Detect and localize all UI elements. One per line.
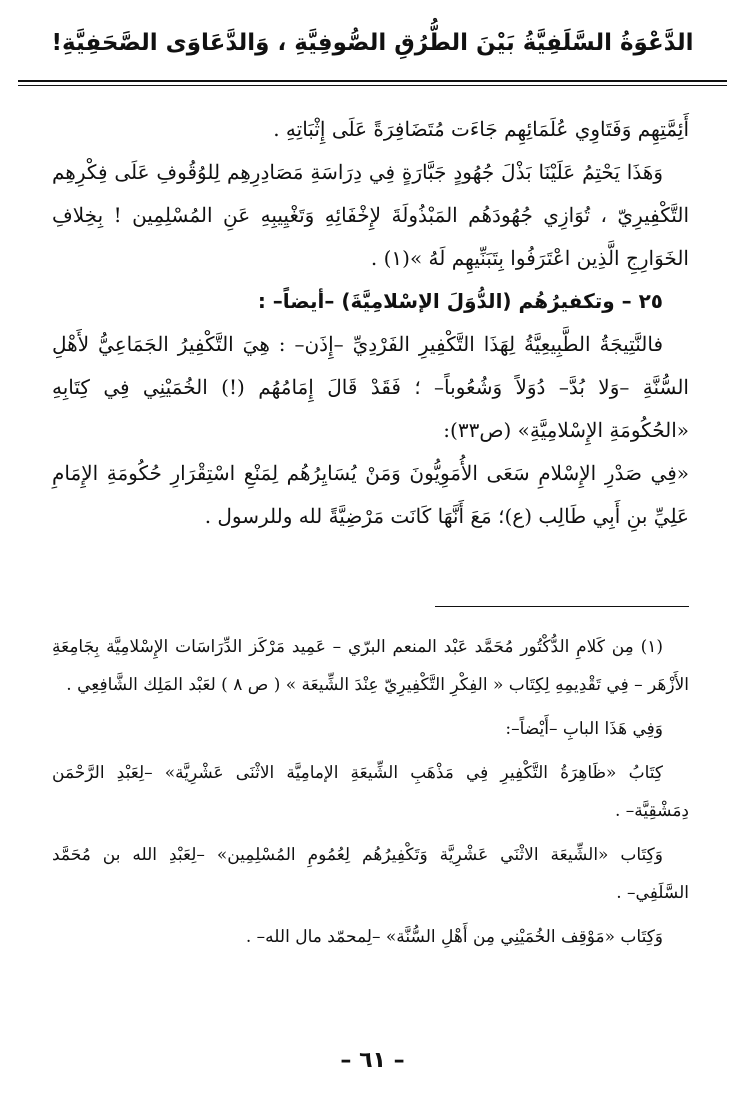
footnote-line: كِتَابُ «ظَاهِرَةُ التَّكْفِيرِ فِي مَذْهَبِ الشِّيعَةِ الإمامِيَّة الاثْنَى عَشْرِيَّة» –لِعَبْدِ الرَّحْمَن دِمَشْقِيَّة– . <box>52 763 689 821</box>
header-rule-thin <box>18 85 727 86</box>
running-header: الدَّعْوَةُ السَّلَفِيَّةُ بَيْنَ الطُّرُقِ الصُّوفِيَّةِ ، وَالدَّعَاوَى الصَّحَفِيَّةِ! <box>51 30 694 56</box>
quotation: «فِي صَدْرِ الإِسْلامِ سَعَى الأُمَوِيُّونَ وَمَنْ يُسَايِرُهُم لِمَنْعِ اسْتِقْرَارِ حُكُومَةِ الإِمَامِ عَلِيِّ بنِ أَبِي طَالِب (ع)؛ مَعَ أَنَّهَا كَانَت مَرْضِيَّةً لله وللرسول . <box>52 461 689 528</box>
footnotes <box>52 628 689 956</box>
footnote-line: وَكِتَاب «مَوْقِف الخُمَيْنِي مِن أَهْلِ السُّنَّة» –لِمحمّد مال الله– . <box>245 927 663 947</box>
footnote-line: وَكِتَاب «الشِّيعَة الاثْنَي عَشْرِيَّة وَتَكْفِيرُهُم لِعُمُومِ المُسْلِمِين» –لِعَبْدِ الله بن مُحَمَّد السَّلَفِي– . <box>52 845 689 903</box>
footnote-1: (١) مِن كَلامِ الدُّكْتُور مُحَمَّد عَبْد المنعم البرّي – عَمِيد مَرْكَز الدِّرَاسَات الإِسْلامِيَّة بِجَامِعَةِ الأَزْهَر – فِي تَقْدِيمِهِ لِكِتَاب « الفِكْرِ التَّكْفِيرِيّ عِنْدَ الشِّيعَة » ( ص ٨ ) لعَبْد المَلِك الشَّافِعِي . <box>52 637 689 695</box>
paragraph: فالنَّتِيجَةُ الطَّبِيعِيَّةُ لِهَذَا التَّكْفِيرِ الفَرْدِيِّ –إِذَن– : هِيَ التَّكْفِيرُ الجَمَاعِيُّ لأَهْلِ السُّنَّةِ –وَلا بُدَّ– دُوَلاً وَشُعُوباً– ؛ فَقَدْ قَالَ إِمَامُهُم (!) الخُمَيْنِي فِي كِتَابِهِ «الحُكُومَةِ الإِسْلامِيَّةِ» (ص٣٣): <box>52 332 689 442</box>
header-rule <box>18 80 727 82</box>
page-number: – ٦١ – <box>340 1048 405 1073</box>
main-text <box>52 108 689 538</box>
section-heading: ٢٥ – وتكفيرُهُم (الدُّوَلَ الإسْلامِيَّةَ) –أيضاً– : <box>257 289 663 313</box>
paragraph-continuation: أَئِمَّتِهِم وَفَتَاوِي عُلَمَائِهِم جَاءَت مُتَضَافِرَةً عَلَى إِثْبَاتِهِ . <box>273 117 689 141</box>
footnote-separator <box>435 606 689 607</box>
footnote-line: وَفِي هَذَا البابِ –أَيْضاً–: <box>505 719 663 739</box>
paragraph: وَهَذَا يَحْتِمُ عَلَيْنَا بَذْلَ جُهُودٍ جَبَّارَةٍ فِي دِرَاسَةِ مَصَادِرِهِم لِلوُقُوفِ عَلَى فِكْرِهِم التَّكْفِيرِيّ ، تُوَازِي جُهُودَهُم المَبْذُولَةَ لإِخْفَائِهِ وَتَغْيِيبِهِ عَنِ المُسْلِمِين ! بِخِلافِ الخَوَارِجِ الَّذِين اعْتَرَفُوا بِتَبَنِّيهِم لَهُ »(١) . <box>52 160 689 270</box>
